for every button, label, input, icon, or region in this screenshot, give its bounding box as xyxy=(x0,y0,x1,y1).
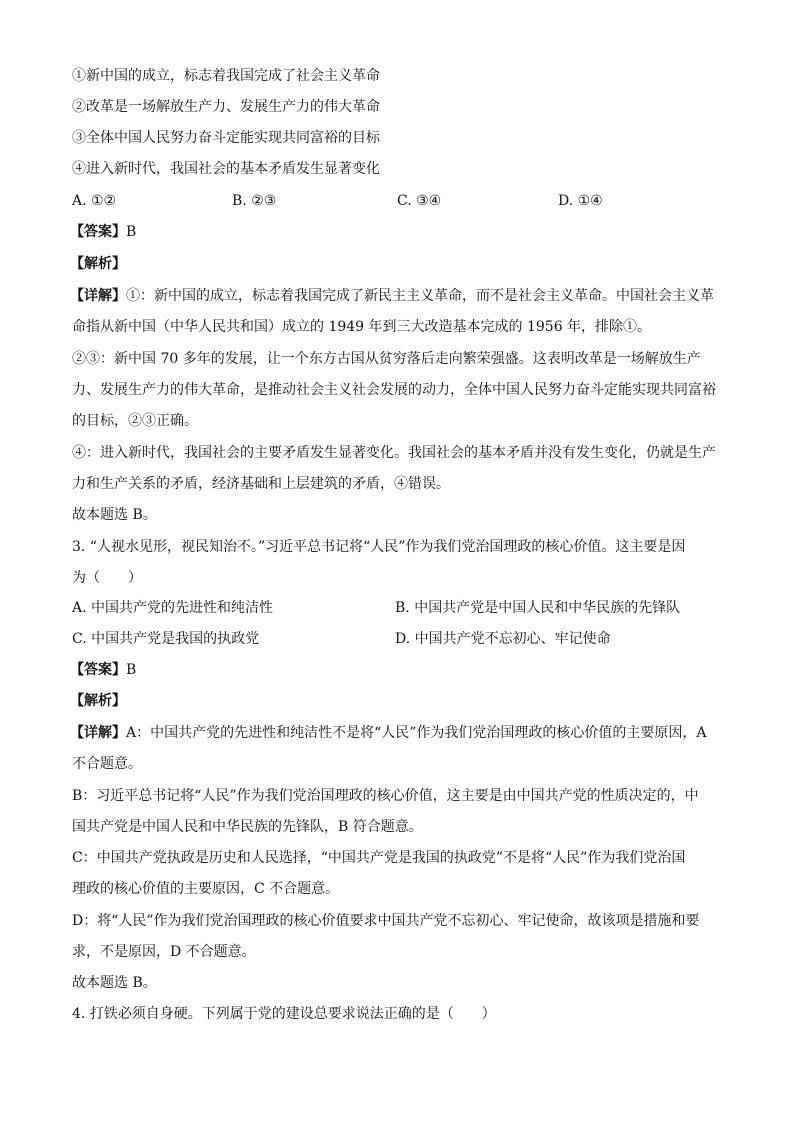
q3-option-a: A. 中国共产党的先进性和纯洁性 xyxy=(72,600,274,616)
q3-option-c: C. 中国共产党是我国的执政党 xyxy=(72,631,260,647)
q2-detail-line-3: ②③：新中国 70 多年的发展，让一个东方古国从贫穷落后走向繁荣强盛。这表明改革是一场解放生产 xyxy=(72,351,701,367)
q3-detail-line-1 xyxy=(70,723,707,743)
q2-option-a: A. ①② xyxy=(72,193,117,209)
q2-detail-line-6: ④：进入新时代，我国社会的主要矛盾发生显著变化。我国社会的基本矛盾并没有发生变化，仍就是生产 xyxy=(72,445,716,461)
q3-conclusion: 故本题选 B。 xyxy=(72,975,157,991)
q3-detail-line-5: C：中国共产党执政是历史和人民选择，“中国共产党是我国的执政党”不是将“人民”作为我们党治国 xyxy=(72,850,686,866)
q3-answer xyxy=(70,660,136,680)
answer-value: B xyxy=(126,224,137,240)
q3-analysis-heading xyxy=(70,691,126,711)
q2-detail-line-2: 命指从新中国（中华人民共和国）成立的 1949 年到三大改造基本完成的 1956 年，排除①。 xyxy=(72,319,652,335)
statement-4: ④进入新时代，我国社会的基本矛盾发生显著变化 xyxy=(72,161,380,177)
statement-2: ②改革是一场解放生产力、发展生产力的伟大革命 xyxy=(72,99,380,115)
q2-option-b: B. ②③ xyxy=(232,193,277,209)
answer-tag: 【答案】 xyxy=(70,224,126,240)
statement-3: ③全体中国人民努力奋斗定能实现共同富裕的目标 xyxy=(72,130,380,146)
q2-conclusion: 故本题选 B。 xyxy=(72,507,157,523)
q4-stem: 4. 打铁必须自身硬。下列属于党的建设总要求说法正确的是（ ） xyxy=(72,1006,496,1022)
q2-option-d: D. ①④ xyxy=(558,193,603,209)
q2-detail-line-4: 力、发展生产力的伟大革命，是推动社会主义社会发展的动力，全体中国人民努力奋斗定能实现共同富裕 xyxy=(72,382,716,398)
q2-option-c: C. ③④ xyxy=(397,193,442,209)
q3-option-b: B. 中国共产党是中国人民和中华民族的先锋队 xyxy=(395,600,681,616)
q3-stem-line-2: 为（ ） xyxy=(72,570,142,586)
q2-detail-line-5: 的目标，②③正确。 xyxy=(72,413,198,429)
q3-detail-line-8: 求，不是原因，D 不合题意。 xyxy=(72,944,256,960)
q2-detail-line-1 xyxy=(70,286,714,306)
q3-detail-line-4: 国共产党是中国人民和中华民族的先锋队，B 符合题意。 xyxy=(72,819,423,835)
q3-stem-line-1: 3. “人视水见形，视民知治不。”习近平总书记将“人民”作为我们党治国理政的核心价值。这主要是因 xyxy=(72,539,686,555)
detail-text: A：中国共产党的先进性和纯洁性不是将“人民”作为我们党治国理政的核心价值的主要原因，A xyxy=(126,725,707,741)
q3-detail-line-3: B：习近平总书记将“人民”作为我们党治国理政的核心价值，这主要是由中国共产党的性质决定的，中 xyxy=(72,788,699,804)
analysis-tag: 【解析】 xyxy=(70,693,126,709)
detail-tag: 【详解】 xyxy=(70,288,126,304)
statement-1: ①新中国的成立，标志着我国完成了社会主义革命 xyxy=(72,68,380,84)
detail-tag: 【详解】 xyxy=(70,725,126,741)
answer-tag: 【答案】 xyxy=(70,662,126,678)
q3-detail-line-7: D：将“人民”作为我们党治国理政的核心价值要求中国共产党不忘初心、牢记使命，故该项是措施和要 xyxy=(72,913,700,929)
q2-detail-line-7: 力和生产关系的矛盾，经济基础和上层建筑的矛盾，④错误。 xyxy=(72,476,450,492)
q3-detail-line-2: 不合题意。 xyxy=(72,756,142,772)
answer-value: B xyxy=(126,662,137,678)
q2-answer xyxy=(70,222,136,242)
q3-option-d: D. 中国共产党不忘初心、牢记使命 xyxy=(395,631,611,647)
analysis-tag: 【解析】 xyxy=(70,256,126,272)
q3-detail-line-6: 理政的核心价值的主要原因，C 不合题意。 xyxy=(72,881,340,897)
q2-analysis-heading xyxy=(70,254,126,274)
detail-text: ①：新中国的成立，标志着我国完成了新民主主义革命，而不是社会主义革命。中国社会主义革 xyxy=(126,288,714,304)
